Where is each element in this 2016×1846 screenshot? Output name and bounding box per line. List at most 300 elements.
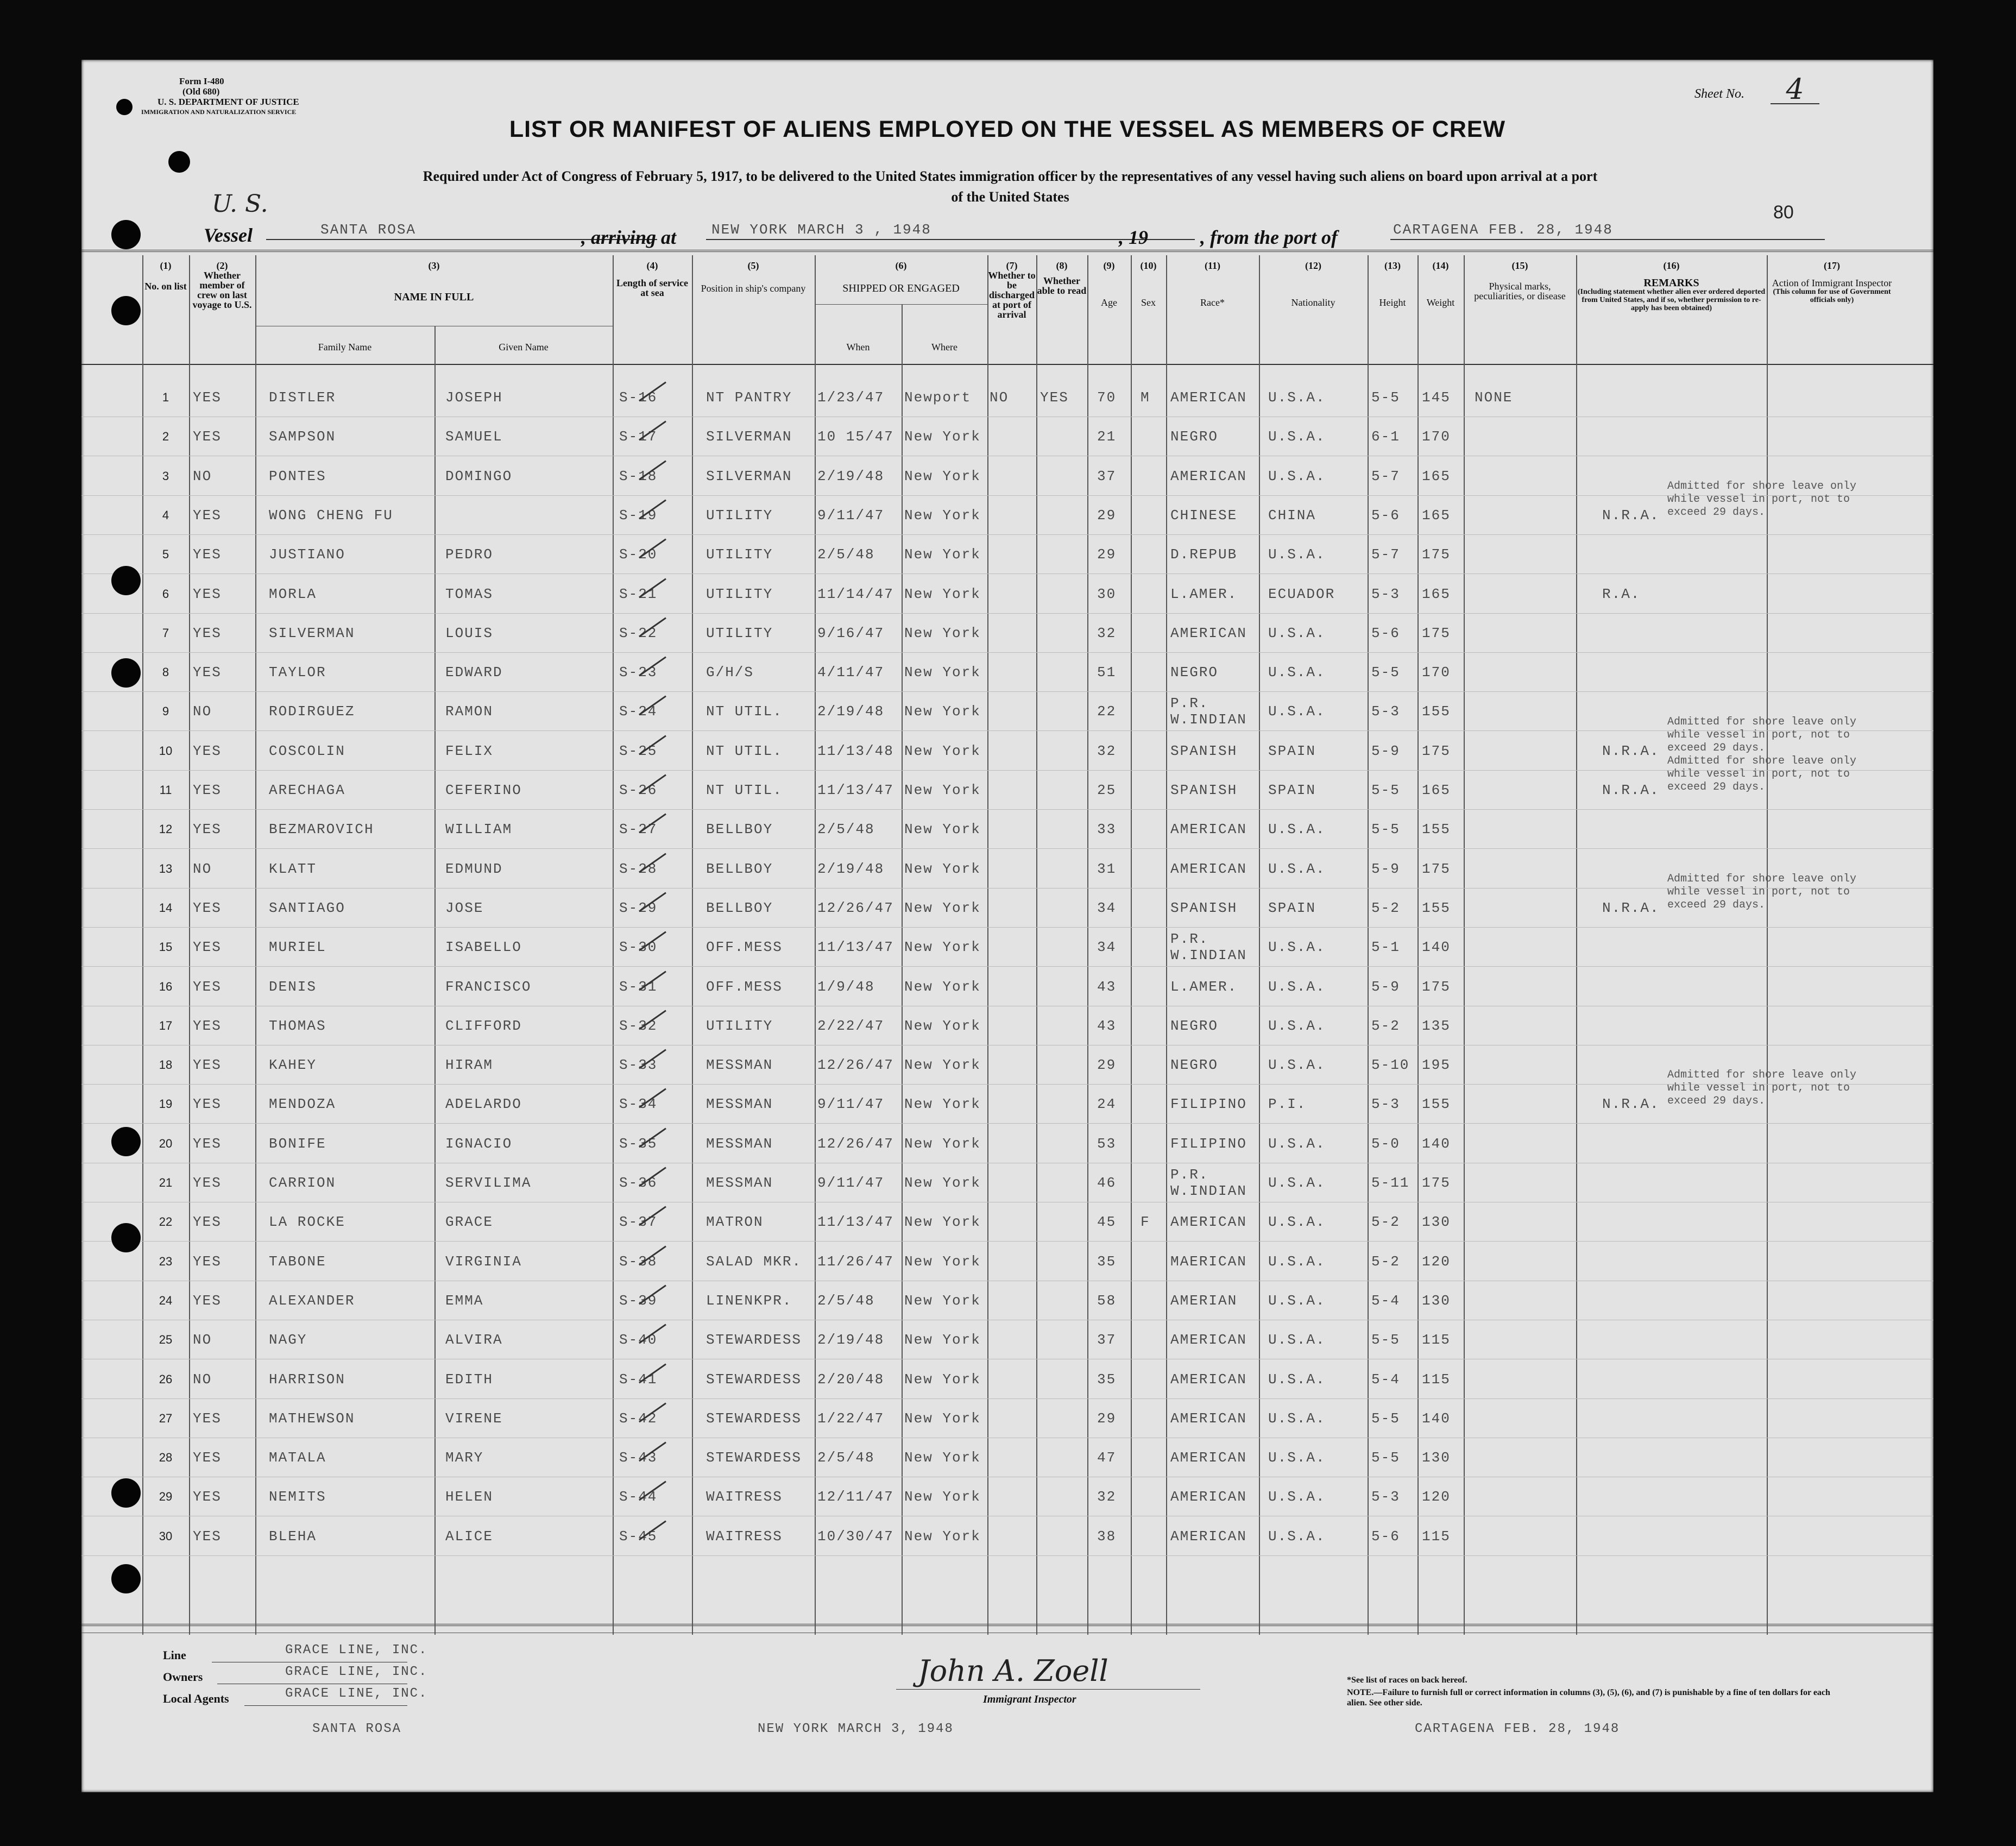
family-name-cell: BONIFE: [269, 1136, 326, 1152]
remarks-cell: N.R.A.: [1602, 900, 1660, 916]
last-voyage-cell: YES: [193, 1528, 222, 1545]
shipped-where-cell: New York: [904, 1293, 981, 1309]
position-cell: BELLBOY: [706, 861, 773, 877]
table-row: [81, 418, 1933, 456]
position-cell: NT UTIL.: [706, 703, 783, 720]
family-name-cell: MATHEWSON: [269, 1410, 355, 1427]
shipped-where-cell: New York: [904, 546, 981, 563]
shipped-when-cell: 11/13/48: [817, 743, 894, 759]
weight-cell: 165: [1422, 507, 1451, 524]
table-row: [81, 1164, 1933, 1202]
age-cell: 34: [1097, 939, 1117, 955]
subtitle-line-1: Required under Act of Congress of February 5, 1917, to be delivered to the United States immigration officer by the representatives of any vessel having such aliens on board upon arrival at a port: [423, 168, 1598, 184]
vessel-handwritten: U. S.: [212, 190, 268, 218]
position-cell: WAITRESS: [706, 1489, 783, 1505]
weight-cell: 195: [1422, 1057, 1451, 1073]
ruled-line: [81, 613, 1933, 614]
position-cell: MATRON: [706, 1214, 764, 1230]
vessel-name: SANTA ROSA: [320, 222, 417, 238]
shipped-where-cell: New York: [904, 1528, 981, 1545]
row-number: 19: [159, 1097, 173, 1111]
sheet-label: Sheet No.: [1694, 87, 1744, 101]
table-row: [81, 1282, 1933, 1320]
position-cell: NT UTIL.: [706, 743, 783, 759]
table-row: [81, 692, 1933, 730]
row-number: 5: [162, 547, 169, 561]
family-name-cell: SILVERMAN: [269, 625, 355, 641]
age-cell: 21: [1097, 429, 1117, 445]
weight-cell: 130: [1422, 1214, 1451, 1230]
position-cell: OFF.MESS: [706, 939, 783, 955]
shipped-where-cell: New York: [904, 1057, 981, 1073]
given-name-cell: VIRGINIA: [445, 1253, 522, 1270]
family-name-cell: BLEHA: [269, 1528, 317, 1545]
age-cell: 31: [1097, 861, 1117, 877]
race-cell: AMERICAN: [1170, 821, 1247, 837]
row-number: 1: [162, 390, 169, 404]
family-name-cell: BEZMAROVICH: [269, 821, 374, 837]
table-row: [81, 1400, 1933, 1438]
binder-hole: [116, 99, 133, 115]
weight-cell: 155: [1422, 1096, 1451, 1112]
col5-header: (5) Position in ship's company: [701, 260, 806, 294]
shipped-when-cell: 10 15/47: [817, 429, 894, 445]
service-length-cell: S-41: [619, 1371, 658, 1388]
last-voyage-cell: YES: [193, 1175, 222, 1191]
shipped-where-cell: New York: [904, 1489, 981, 1505]
table-row: [81, 457, 1933, 495]
service-length-cell: S-36: [619, 1175, 658, 1191]
row-number: 3: [162, 469, 169, 483]
height-cell: 5-5: [1371, 664, 1400, 681]
last-voyage-cell: YES: [193, 1136, 222, 1152]
nationality-cell: U.S.A.: [1268, 861, 1326, 877]
given-name-cell: TOMAS: [445, 586, 494, 602]
service-length-cell: S-23: [619, 664, 658, 681]
row-number: 6: [162, 587, 169, 601]
age-cell: 29: [1097, 546, 1117, 563]
race-cell: NEGRO: [1170, 429, 1219, 445]
height-cell: 5-10: [1371, 1057, 1410, 1073]
nationality-cell: CHINA: [1268, 507, 1316, 524]
shipped-where-cell: New York: [904, 821, 981, 837]
table-row: [81, 1125, 1933, 1163]
weight-cell: 140: [1422, 1136, 1451, 1152]
weight-cell: 165: [1422, 782, 1451, 798]
col3-family-header: Family Name: [318, 342, 372, 352]
service-length-cell: S-33: [619, 1057, 658, 1073]
position-cell: WAITRESS: [706, 1528, 783, 1545]
col15-header: (15) Physical marks, peculiarities, or disease: [1474, 260, 1566, 301]
able-to-read-cell: YES: [1040, 389, 1069, 406]
physical-marks-cell: NONE: [1475, 389, 1513, 406]
nationality-cell: U.S.A.: [1268, 821, 1326, 837]
shipped-when-cell: 9/16/47: [817, 625, 885, 641]
given-name-cell: EDWARD: [445, 664, 503, 681]
position-cell: STEWARDESS: [706, 1371, 802, 1388]
last-voyage-cell: NO: [193, 703, 212, 720]
nationality-cell: U.S.A.: [1268, 468, 1326, 484]
row-number: 25: [159, 1333, 173, 1346]
row-number: 28: [159, 1451, 173, 1464]
table-row: [81, 614, 1933, 652]
row-number: 23: [159, 1255, 173, 1268]
family-name-cell: KLATT: [269, 861, 317, 877]
age-cell: 29: [1097, 507, 1117, 524]
height-cell: 5-2: [1371, 900, 1400, 916]
discharge-cell: NO: [990, 389, 1009, 406]
ruled-line: [81, 1123, 1933, 1124]
nationality-cell: U.S.A.: [1268, 1018, 1326, 1034]
table-row: [81, 810, 1933, 848]
row-number: 17: [159, 1019, 173, 1032]
race-cell: AMERICAN: [1170, 1528, 1247, 1545]
race-cell: AMERICAN: [1170, 1332, 1247, 1348]
last-voyage-cell: YES: [193, 979, 222, 995]
race-cell: NEGRO: [1170, 664, 1219, 681]
row-number: 21: [159, 1176, 173, 1189]
race-cell: MAERICAN: [1170, 1253, 1247, 1270]
crew-table-body: [81, 60, 1933, 1792]
table-row: [81, 1439, 1933, 1477]
height-cell: 5-5: [1371, 821, 1400, 837]
race-cell: P.R. W.INDIAN: [1170, 931, 1247, 963]
position-cell: SILVERMAN: [706, 468, 792, 484]
table-row: [81, 575, 1933, 613]
family-name-cell: SAMPSON: [269, 429, 336, 445]
position-cell: G/H/S: [706, 664, 754, 681]
weight-cell: 135: [1422, 1018, 1451, 1034]
race-cell: AMERICAN: [1170, 625, 1247, 641]
given-name-cell: JOSE: [445, 900, 484, 916]
table-row: [81, 928, 1933, 966]
shipped-where-cell: New York: [904, 939, 981, 955]
age-cell: 30: [1097, 586, 1117, 602]
position-cell: BELLBOY: [706, 821, 773, 837]
table-row: [81, 1069, 1933, 1123]
inspector-label: Immigrant Inspector: [983, 1693, 1076, 1705]
height-cell: 5-4: [1371, 1371, 1400, 1388]
ruled-line: [81, 652, 1933, 653]
weight-cell: 175: [1422, 625, 1451, 641]
service-length-cell: S-27: [619, 821, 658, 837]
weight-cell: 175: [1422, 979, 1451, 995]
bottom-arrival-stamp: NEW YORK MARCH 3, 1948: [758, 1722, 954, 1736]
given-name-cell: MARY: [445, 1450, 484, 1466]
nationality-cell: U.S.A.: [1268, 664, 1326, 681]
race-cell: L.AMER.: [1170, 586, 1238, 602]
shipped-when-cell: 12/26/47: [817, 900, 894, 916]
service-length-cell: S-38: [619, 1253, 658, 1270]
last-voyage-cell: NO: [193, 1332, 212, 1348]
department: U. S. DEPARTMENT OF JUSTICE: [158, 97, 299, 107]
age-cell: 37: [1097, 468, 1117, 484]
last-voyage-cell: YES: [193, 429, 222, 445]
agents-value: GRACE LINE, INC.: [285, 1686, 428, 1701]
ruled-line: [81, 534, 1933, 535]
from-port-label: , from the port of: [1200, 226, 1338, 248]
nationality-cell: P.I.: [1268, 1096, 1307, 1112]
shipped-when-cell: 2/19/48: [817, 468, 885, 484]
shipped-where-cell: Newport: [904, 389, 972, 406]
service-length-cell: S-40: [619, 1332, 658, 1348]
age-cell: 46: [1097, 1175, 1117, 1191]
age-cell: 24: [1097, 1096, 1117, 1112]
weight-cell: 155: [1422, 821, 1451, 837]
table-row: [81, 716, 1933, 770]
row-number: 18: [159, 1058, 173, 1072]
ruled-line: [81, 770, 1933, 771]
ruled-line: [81, 809, 1933, 810]
weight-cell: 115: [1422, 1528, 1451, 1545]
age-cell: 34: [1097, 900, 1117, 916]
race-cell: P.R. W.INDIAN: [1170, 1167, 1247, 1199]
age-cell: 29: [1097, 1410, 1117, 1427]
service-length-cell: S-42: [619, 1410, 658, 1427]
weight-cell: 175: [1422, 546, 1451, 563]
sheet-number: 4: [1771, 76, 1819, 104]
remarks-cell: N.R.A.: [1602, 743, 1660, 759]
agents-label: Local Agents: [163, 1692, 229, 1705]
family-name-cell: WONG CHENG FU: [269, 507, 393, 524]
vessel-label: Vessel: [204, 224, 253, 246]
ruled-line: [81, 888, 1933, 889]
ruled-line: [81, 1398, 1933, 1399]
table-row: [81, 1203, 1933, 1241]
table-row: [81, 379, 1933, 417]
row-number: 20: [159, 1137, 173, 1150]
height-cell: 5-3: [1371, 703, 1400, 720]
last-voyage-cell: YES: [193, 1253, 222, 1270]
binder-hole: [111, 1564, 141, 1593]
family-name-cell: NAGY: [269, 1332, 307, 1348]
race-cell: FILIPINO: [1170, 1096, 1247, 1112]
shipped-when-cell: 9/11/47: [817, 1175, 885, 1191]
family-name-cell: COSCOLIN: [269, 743, 345, 759]
given-name-cell: ISABELLO: [445, 939, 522, 955]
age-cell: 45: [1097, 1214, 1117, 1230]
binder-hole: [111, 658, 141, 688]
nationality-cell: ECUADOR: [1268, 586, 1335, 602]
family-name-cell: MORLA: [269, 586, 317, 602]
col6-when-header: When: [846, 342, 870, 352]
race-cell: NEGRO: [1170, 1057, 1219, 1073]
family-name-cell: KAHEY: [269, 1057, 317, 1073]
service-length-cell: S-31: [619, 979, 658, 995]
table-row: [81, 1243, 1933, 1281]
ruled-line: [81, 691, 1933, 692]
row-number: 8: [162, 665, 169, 679]
given-name-cell: LOUIS: [445, 625, 494, 641]
shipped-when-cell: 2/22/47: [817, 1018, 885, 1034]
inspector-action-note: Admitted for shore leave only while vessel in port, not to exceed 29 days.: [1667, 716, 1857, 754]
service-length-cell: S-25: [619, 743, 658, 759]
weight-cell: 130: [1422, 1450, 1451, 1466]
races-note: *See list of races on back hereof.: [1347, 1675, 1467, 1685]
row-number: 11: [159, 783, 172, 797]
last-voyage-cell: YES: [193, 586, 222, 602]
age-cell: 32: [1097, 743, 1117, 759]
table-row: [81, 1007, 1933, 1045]
last-voyage-cell: NO: [193, 1371, 212, 1388]
given-name-cell: VIRENE: [445, 1410, 503, 1427]
last-voyage-cell: YES: [193, 1293, 222, 1309]
remarks-cell: R.A.: [1602, 586, 1641, 602]
service-length-cell: S-34: [619, 1096, 658, 1112]
shipped-when-cell: 2/20/48: [817, 1371, 885, 1388]
ruled-line: [81, 927, 1933, 928]
race-cell: L.AMER.: [1170, 979, 1238, 995]
age-cell: 38: [1097, 1528, 1117, 1545]
last-voyage-cell: YES: [193, 900, 222, 916]
family-name-cell: TAYLOR: [269, 664, 326, 681]
nationality-cell: U.S.A.: [1268, 1214, 1326, 1230]
service-length-cell: S-44: [619, 1489, 658, 1505]
last-voyage-cell: YES: [193, 625, 222, 641]
last-voyage-cell: YES: [193, 546, 222, 563]
service-length-cell: S-17: [619, 429, 658, 445]
line-value: GRACE LINE, INC.: [285, 1643, 428, 1658]
row-number: 27: [159, 1412, 173, 1425]
row-number: 2: [162, 430, 169, 443]
shipped-when-cell: 1/9/48: [817, 979, 875, 995]
ruled-line: [81, 495, 1933, 496]
bottom-vessel-stamp: SANTA ROSA: [312, 1722, 402, 1736]
service-length-cell: S-28: [619, 861, 658, 877]
row-number: 9: [162, 704, 169, 718]
table-row: [81, 850, 1933, 888]
shipped-where-cell: New York: [904, 1096, 981, 1112]
given-name-cell: IGNACIO: [445, 1136, 513, 1152]
shipped-when-cell: 9/11/47: [817, 1096, 885, 1112]
row-number: 4: [162, 508, 169, 522]
shipped-when-cell: 2/5/48: [817, 821, 875, 837]
row-number: 22: [159, 1215, 173, 1228]
position-cell: UTILITY: [706, 586, 773, 602]
height-cell: 5-5: [1371, 782, 1400, 798]
height-cell: 5-11: [1371, 1175, 1410, 1191]
position-cell: BELLBOY: [706, 900, 773, 916]
col3-given-header: Given Name: [499, 342, 549, 352]
bottom-departure-stamp: CARTAGENA FEB. 28, 1948: [1415, 1722, 1620, 1736]
age-cell: 25: [1097, 782, 1117, 798]
position-cell: UTILITY: [706, 625, 773, 641]
weight-cell: 115: [1422, 1332, 1451, 1348]
signature-line: [896, 1689, 1200, 1690]
table-row: [81, 968, 1933, 1006]
service-length-cell: S-26: [619, 782, 658, 798]
service-length-cell: S-21: [619, 586, 658, 602]
position-cell: NT UTIL.: [706, 782, 783, 798]
age-cell: 22: [1097, 703, 1117, 720]
service-length-cell: S-37: [619, 1214, 658, 1230]
row-number: 13: [159, 862, 173, 875]
page-title: LIST OR MANIFEST OF ALIENS EMPLOYED ON THE VESSEL AS MEMBERS OF CREW: [509, 116, 1506, 142]
row-number: 16: [159, 980, 173, 993]
position-cell: NT PANTRY: [706, 389, 792, 406]
ruled-line: [81, 1084, 1933, 1085]
col13-header: (13) Height: [1379, 260, 1406, 308]
arriving-label: , arriving at: [581, 226, 677, 248]
shipped-where-cell: New York: [904, 1332, 981, 1348]
position-cell: SALAD MKR.: [706, 1253, 802, 1270]
nationality-cell: SPAIN: [1268, 782, 1316, 798]
height-cell: 5-1: [1371, 939, 1400, 955]
height-cell: 5-6: [1371, 507, 1400, 524]
binder-hole: [168, 151, 190, 173]
age-cell: 29: [1097, 1057, 1117, 1073]
race-cell: AMERICAN: [1170, 1450, 1247, 1466]
last-voyage-cell: YES: [193, 1450, 222, 1466]
height-cell: 5-5: [1371, 1332, 1400, 1348]
col16-header: (16) REMARKS (Including statement whether alien ever ordered deported from United States, and if so, whether permission to re-apply has been obtained): [1577, 260, 1766, 312]
from-port-value: CARTAGENA FEB. 28, 1948: [1393, 222, 1613, 238]
weight-cell: 165: [1422, 586, 1451, 602]
nationality-cell: U.S.A.: [1268, 1057, 1326, 1073]
family-name-cell: ALEXANDER: [269, 1293, 355, 1309]
row-number: 7: [162, 626, 169, 640]
remarks-cell: N.R.A.: [1602, 782, 1660, 798]
shipped-when-cell: 12/11/47: [817, 1489, 894, 1505]
height-cell: 5-2: [1371, 1018, 1400, 1034]
last-voyage-cell: YES: [193, 1214, 222, 1230]
binder-hole: [111, 1127, 141, 1156]
position-cell: OFF.MESS: [706, 979, 783, 995]
table-row: [81, 1478, 1933, 1516]
shipped-where-cell: New York: [904, 468, 981, 484]
ruled-line: [81, 1555, 1933, 1556]
position-cell: UTILITY: [706, 1018, 773, 1034]
weight-cell: 130: [1422, 1293, 1451, 1309]
nationality-cell: U.S.A.: [1268, 1253, 1326, 1270]
shipped-when-cell: 12/26/47: [817, 1057, 894, 1073]
height-cell: 5-4: [1371, 1293, 1400, 1309]
row-number: 15: [159, 940, 173, 954]
col4-header: (4) Length of service at sea: [616, 260, 688, 298]
service-length-cell: S-19: [619, 507, 658, 524]
race-cell: FILIPINO: [1170, 1136, 1247, 1152]
family-name-cell: CARRION: [269, 1175, 336, 1191]
weight-cell: 155: [1422, 900, 1451, 916]
given-name-cell: WILLIAM: [445, 821, 513, 837]
last-voyage-cell: YES: [193, 1489, 222, 1505]
shipped-where-cell: New York: [904, 1018, 981, 1034]
position-cell: MESSMAN: [706, 1096, 773, 1112]
race-cell: AMERICAN: [1170, 468, 1247, 484]
position-cell: UTILITY: [706, 546, 773, 563]
service-name: IMMIGRATION AND NATURALIZATION SERVICE: [141, 108, 297, 116]
shipped-when-cell: 12/26/47: [817, 1136, 894, 1152]
col11-header: (11) Race*: [1200, 260, 1225, 308]
service-length-cell: S-45: [619, 1528, 658, 1545]
height-cell: 5-6: [1371, 625, 1400, 641]
shipped-where-cell: New York: [904, 1253, 981, 1270]
shipped-where-cell: New York: [904, 703, 981, 720]
race-cell: SPANISH: [1170, 743, 1238, 759]
height-cell: 5-0: [1371, 1136, 1400, 1152]
owners-value: GRACE LINE, INC.: [285, 1665, 428, 1679]
age-cell: 43: [1097, 979, 1117, 995]
race-cell: P.R. W.INDIAN: [1170, 695, 1247, 728]
nationality-cell: U.S.A.: [1268, 429, 1326, 445]
last-voyage-cell: YES: [193, 782, 222, 798]
shipped-when-cell: 4/11/47: [817, 664, 885, 681]
nationality-cell: U.S.A.: [1268, 389, 1326, 406]
given-name-cell: ALICE: [445, 1528, 494, 1545]
height-cell: 5-9: [1371, 743, 1400, 759]
position-cell: STEWARDESS: [706, 1332, 802, 1348]
last-voyage-cell: YES: [193, 1057, 222, 1073]
